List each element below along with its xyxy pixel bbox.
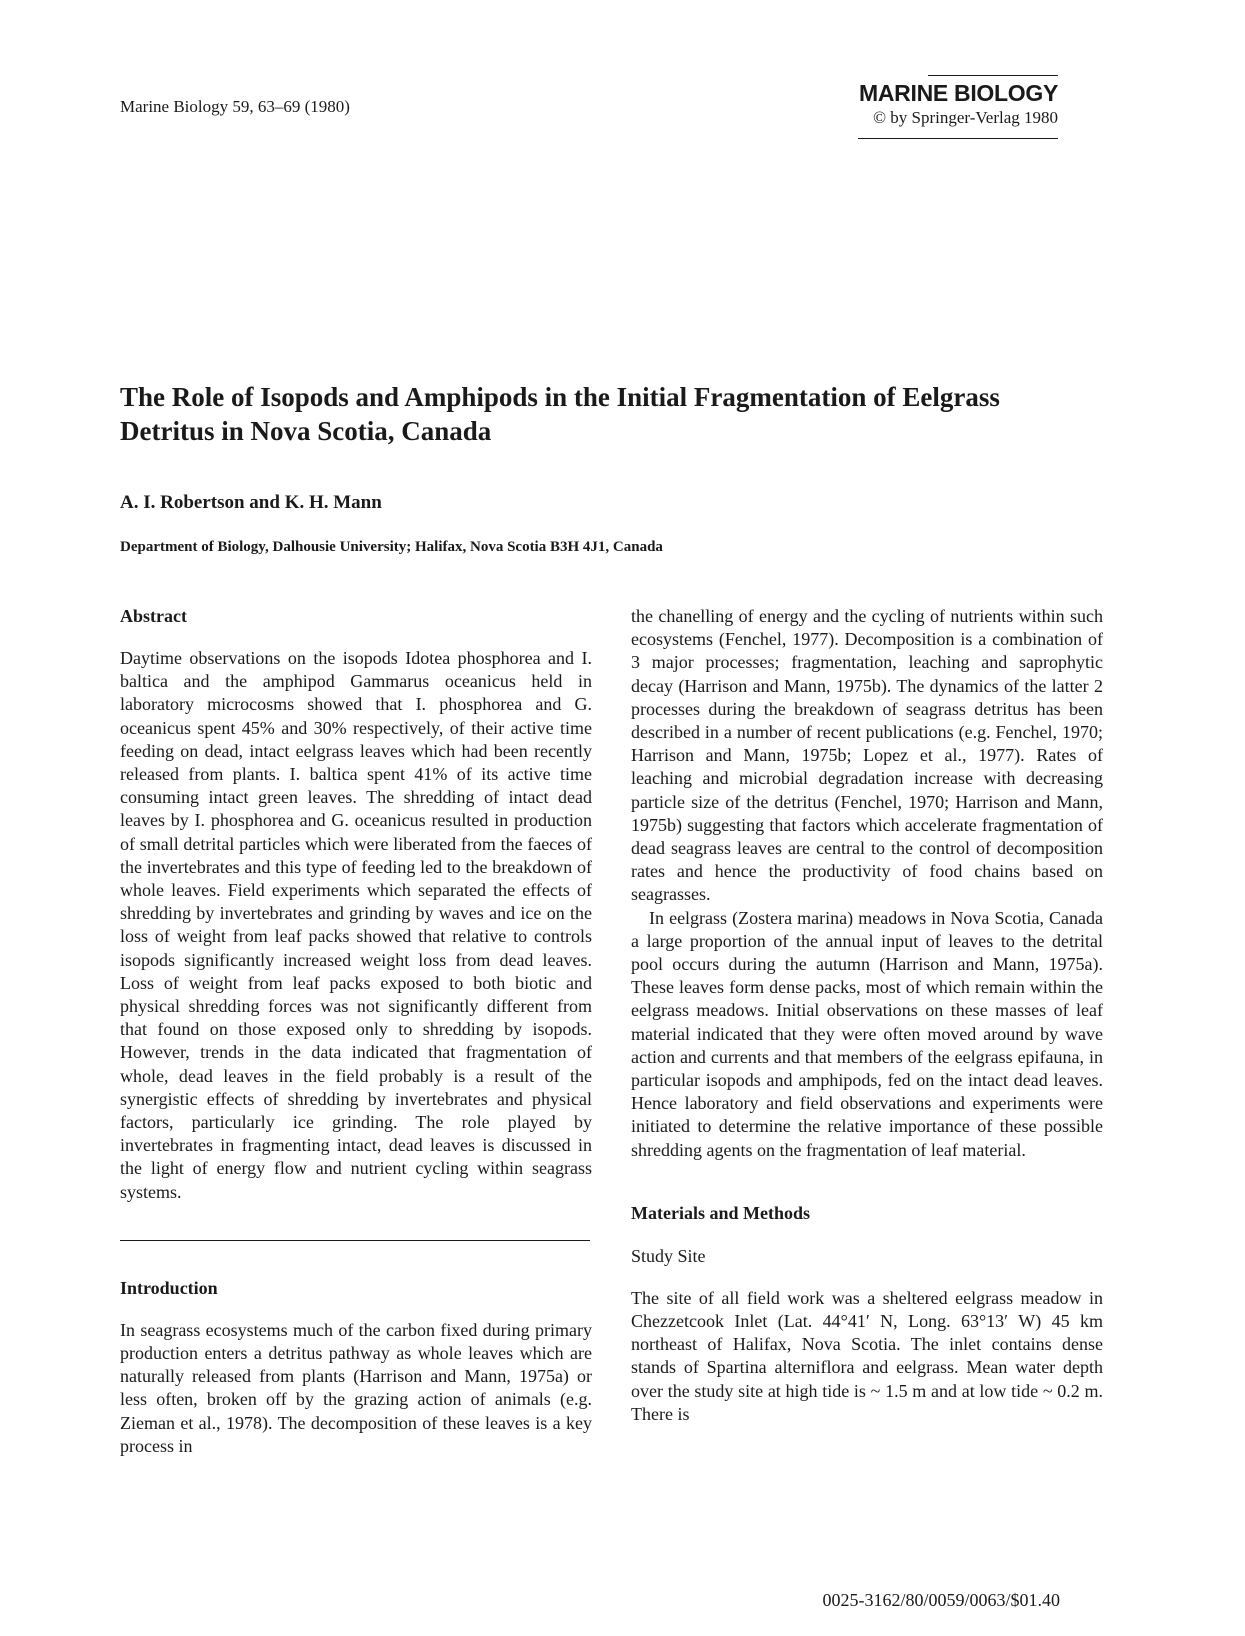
journal-brand: [848, 75, 1058, 139]
journal-name: MARINE BIOLOGY: [859, 80, 1058, 106]
brand-top-rule: [928, 75, 1058, 76]
left-column: [120, 605, 592, 1458]
brand-bottom-rule: [858, 138, 1058, 139]
methods-heading: Materials and Methods: [631, 1202, 810, 1223]
study-site-text: The site of all field work was a sheltered eelgrass meadow in Chezzetcook Inlet (Lat. 44°41′ N, Long. 63°13′ W) 45 km northeast of Halifax, Nova Scotia. The inlet contains dense stands of Spartina alterniflora and eelgrass. Mean water depth over the study site at high tide is ~ 1.5 m and at low tide ~ 0.2 m. There is: [631, 1287, 1103, 1424]
intro-continuation-paragraph: the chanelling of energy and the cycling of nutrients within such ecosystems (Fenchel, 1977). Decomposition is a combination of 3 major processes; fragmentation, leaching and saprophytic decay (Harrison and Mann, 1975b). The dynamics of the latter 2 processes during the breakdown of seagrass detritus has been described in a number of recent publications (e.g. Fenchel, 1970; Harrison and Mann, 1975b; Lopez et al., 1977). Rates of leaching and microbial degradation increase with decreasing particle size of the detritus (Fenchel, 1970; Harrison and Mann, 1975b) suggesting that factors which accelerate fragmentation of dead seagrass leaves are central to the control of decomposition rates and hence the productivity of food chains based on seagrasses.: [631, 606, 1103, 905]
abstract-heading: Abstract: [120, 606, 187, 626]
study-site-heading: Study Site: [631, 1245, 706, 1266]
article-title: The Role of Isopods and Amphipods in the Initial Fragmentation of Eelgrass Detritus in Nova Scotia, Canada: [120, 382, 1000, 446]
authors: A. I. Robertson and K. H. Mann: [120, 492, 382, 513]
right-column: [631, 605, 1103, 1426]
journal-reference: Marine Biology 59, 63–69 (1980): [120, 97, 350, 116]
introduction-heading: Introduction: [120, 1277, 218, 1298]
abstract-text: Daytime observations on the isopods Idotea phosphorea and I. baltica and the amphipod Gammarus oceanicus held in laboratory microcosms showed that I. phosphorea and G. oceanicus spent 45% and 30% respectively, of their active time feeding on dead, intact eelgrass leaves which had been recently released from plants. I. baltica spent 41% of its active time consuming intact green leaves. The shredding of intact dead leaves by I. phosphorea and G. oceanicus resulted in production of small detrital particles which were liberated from the faeces of the invertebrates and this type of feeding led to the breakdown of whole leaves. Field experiments which separated the effects of shredding by invertebrates and grinding by waves and ice on the loss of weight from leaf packs showed that relative to controls isopods significantly increased weight loss from dead leaves. Loss of weight from leaf packs exposed to both biotic and physical shredding forces was not significantly different from that found on those exposed only to shredding by isopods. However, trends in the data indicated that fragmentation of whole, dead leaves in the field probably is a result of the synergistic effects of shredding by invertebrates and physical factors, particularly ice grinding. The role played by invertebrates in fragmenting intact, dead leaves is discussed in the light of energy flow and nutrient cycling within seagrass systems.: [120, 648, 592, 1202]
section-divider: [120, 1240, 590, 1241]
affiliation: Department of Biology, Dalhousie University; Halifax, Nova Scotia B3H 4J1, Canada: [120, 539, 663, 555]
copyright-line: © by Springer-Verlag 1980: [873, 108, 1058, 127]
article-code: 0025-3162/80/0059/0063/$01.40: [822, 1590, 1060, 1610]
intro-paragraph-eelgrass: In eelgrass (Zostera marina) meadows in Nova Scotia, Canada a large proportion of the annual input of leaves to the detrital pool occurs during the autumn (Harrison and Mann, 1975a). These leaves form dense packs, most of which remain within the eelgrass meadows. Initial observations on these masses of leaf material indicated that they were often moved around by wave action and currents and that members of the eelgrass epifauna, in particular isopods and amphipods, fed on the intact dead leaves. Hence laboratory and field observations and experiments were initiated to determine the relative importance of these possible shredding agents on the fragmentation of leaf material.: [631, 907, 1103, 1160]
introduction-text: In seagrass ecosystems much of the carbon fixed during primary production enters a detritus pathway as whole leaves which are naturally released from plants (Harrison and Mann, 1975a) or less often, broken off by the grazing action of animals (e.g. Zieman et al., 1978). The decomposition of these leaves is a key process in: [120, 1319, 592, 1456]
